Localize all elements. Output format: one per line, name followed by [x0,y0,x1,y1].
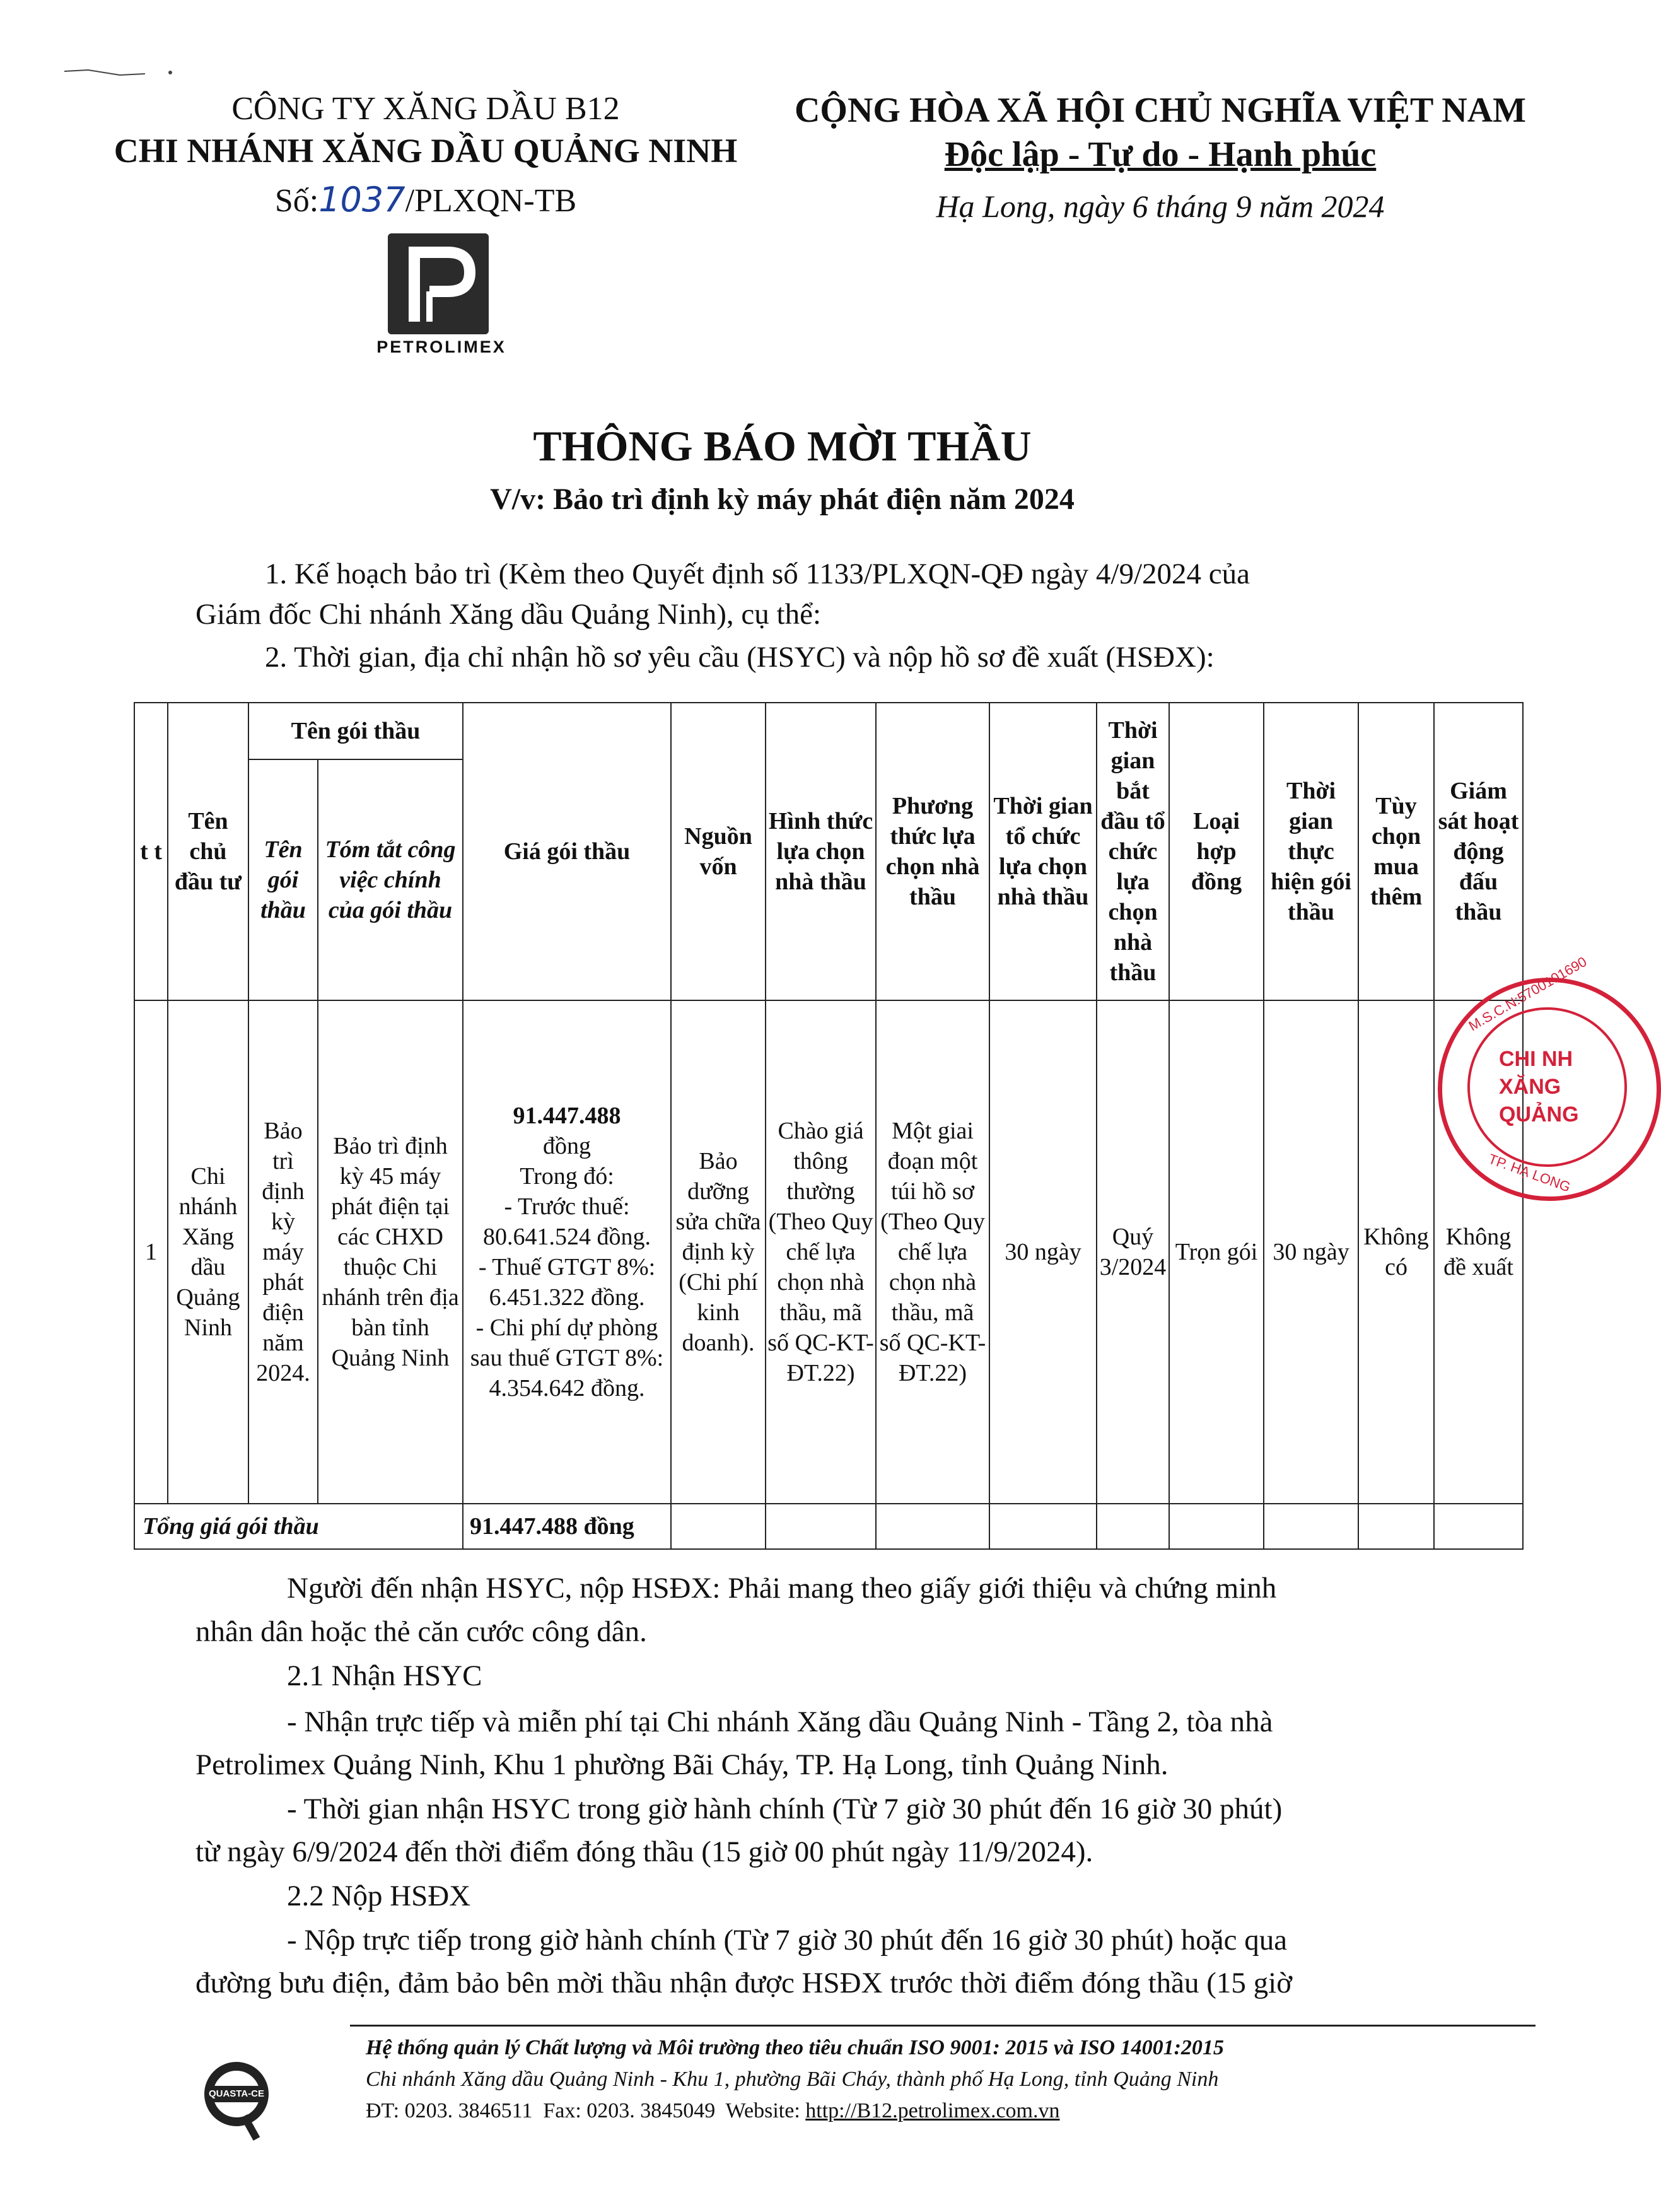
cell-package-name: Bảo trì định kỳ máy phát điện năm 2024. [248,1000,318,1504]
intro-p1-line1: 1. Kế hoạch bảo trì (Kèm theo Quyết định số 1133/PLXQN-QĐ ngày 4/9/2024 của [265,558,1250,590]
scan-mark [63,66,177,79]
cell-exec-time: 30 ngày [1264,1000,1358,1504]
cell-org-time: 30 ngày [989,1000,1097,1504]
intro-p1-line2: Giám đốc Chi nhánh Xăng dầu Quảng Ninh), cụ thể: [195,598,822,631]
footer-contact [366,2095,1539,2127]
company-name: CÔNG TY XĂNG DẦU B12 [231,91,620,127]
total-label: Tổng giá gói thầu [134,1504,463,1549]
header-funding: Nguồn vốn [671,703,766,1000]
header-price: Giá gói thầu [463,703,671,1000]
header-exec-time: Thời gian thực hiện gói thầu [1264,703,1358,1000]
header-right [788,88,1532,228]
doc-no-prefix: Số: [274,183,319,219]
price-total: 91.447.488 [513,1103,621,1129]
header-selection-method: Phương thức lựa chọn nhà thầu [876,703,989,1000]
branch-name: CHI NHÁNH XĂNG DẦU QUẢNG NINH [114,132,738,170]
document-title: THÔNG BÁO MỜI THẦU [533,422,1032,470]
bid-package-table [134,702,1524,1550]
cell-tt: 1 [134,1000,168,1504]
header-org-time: Thời gian tổ chức lựa chọn nhà thầu [989,703,1097,1000]
footer-website-link[interactable]: http://B12.petrolimex.com.vn [805,2099,1060,2122]
price-line: - Chi phí dự phòng sau thuế GTGT 8%: 4.354.642 đồng. [470,1314,664,1402]
cell-price [463,1000,671,1504]
cell-contract-type: Trọn gói [1169,1000,1264,1504]
company-stamp [1438,953,1661,1201]
header-owner: Tên chủ đầu tư [168,703,248,1000]
price-line: - Trước thuế: 80.641.524 đồng. [483,1193,651,1250]
cell-summary: Bảo trì định kỳ 45 máy phát điện tại các CHXD thuộc Chi nhánh trên địa bàn tỉnh Quảng Ninh [318,1000,463,1504]
price-line: - Thuế GTGT 8%: 6.451.322 đồng. [478,1254,656,1311]
total-row [134,1504,1523,1549]
body-line-7: - Nộp trực tiếp trong giờ hành chính (Từ 7 giờ 30 phút đến 16 giờ 30 phút) hoặc qua [287,1924,1288,1957]
document-subtitle: V/v: Bảo trì định kỳ máy phát điện năm 2024 [490,483,1075,516]
quasta-logo-icon [205,2053,268,2141]
table-row [134,1000,1523,1504]
doc-no-handwritten: 1037 [318,180,405,219]
header-contract-type: Loại hợp đồng [1169,703,1264,1000]
header-supervision: Giám sát hoạt động đấu thầu [1434,703,1523,1000]
section-2-1: 2.1 Nhận HSYC [287,1659,482,1692]
body-line-1: Người đến nhận HSYC, nộp HSĐX: Phải mang theo giấy giới thiệu và chứng minh [287,1572,1277,1605]
place-date: Hạ Long, ngày 6 tháng 9 năm 2024 [936,189,1385,224]
cell-supervision: Không đề xuất [1434,1000,1523,1504]
body-line-8: đường bưu điện, đảm bảo bên mời thầu nhận được HSĐX trước thời điểm đóng thầu (15 giờ [195,1967,1293,1999]
cell-option: Không có [1358,1000,1434,1504]
total-value: 91.447.488 đồng [463,1504,671,1549]
header-tt: t t [134,703,168,1000]
logo-text: PETROLIMEX [376,337,506,356]
footer-divider [350,2025,1536,2027]
petrolimex-logo-icon [388,233,489,334]
document-number [95,179,757,222]
stamp-top-text: M.S.C.N:5700101690 [1466,953,1590,1034]
cell-owner: Chi nhánh Xăng dầu Quảng Ninh [168,1000,248,1504]
intro-p2: 2. Thời gian, địa chỉ nhận hồ sơ yêu cầu (HSYC) và nộp hồ sơ đề xuất (HSĐX): [265,641,1215,674]
footer-address: Chi nhánh Xăng dầu Quảng Ninh - Khu 1, phường Bãi Cháy, thành phố Hạ Long, tỉnh Quảng Ninh [366,2068,1219,2091]
body-line-4: Petrolimex Quảng Ninh, Khu 1 phường Bãi Cháy, TP. Hạ Long, tỉnh Quảng Ninh. [195,1748,1169,1781]
header-package-group: Tên gói thầu [248,703,463,759]
section-2-2: 2.2 Nộp HSĐX [287,1880,471,1912]
body-line-5: - Thời gian nhận HSYC trong giờ hành chính (Từ 7 giờ 30 phút đến 16 giờ 30 phút) [287,1793,1283,1825]
header-package-name: Tên gói thầu [248,759,318,1000]
footer [366,2032,1539,2127]
doc-no-suffix: /PLXQN-TB [405,183,577,219]
header-left [95,88,757,222]
body-line-6: từ ngày 6/9/2024 đến thời điểm đóng thầu (15 giờ 00 phút ngày 11/9/2024). [195,1835,1093,1868]
header-option: Tùy chọn mua thêm [1358,703,1434,1000]
header-summary: Tóm tắt công việc chính của gói thầu [318,759,463,1000]
price-line: Trong đó: [520,1163,614,1190]
footer-iso: Hệ thống quản lý Chất lượng và Môi trường theo tiêu chuẩn ISO 9001: 2015 và ISO 14001:2015 [366,2036,1224,2059]
header-selection-form: Hình thức lựa chọn nhà thầu [766,703,876,1000]
national-motto: Độc lập - Tự do - Hạnh phúc [944,135,1377,174]
quasta-label: QUASTA-CE [208,2088,265,2099]
cell-selection-form: Chào giá thông thường (Theo Quy chế lựa chọn nhà thầu, mã số QC-KT-ĐT.22) [766,1000,876,1504]
price-line: đồng [543,1133,592,1159]
cell-start-time: Quý 3/2024 [1097,1000,1169,1504]
nation-title: CỘNG HÒA XÃ HỘI CHỦ NGHĨA VIỆT NAM [794,91,1527,130]
stamp-text: CHI NH XĂNG QUẢNG [1499,1047,1579,1126]
cell-funding: Bảo dưỡng sửa chữa định kỳ (Chi phí kinh doanh). [671,1000,766,1504]
cell-selection-method: Một giai đoạn một túi hồ sơ (Theo Quy chế lựa chọn nhà thầu, mã số QC-KT-ĐT.22) [876,1000,989,1504]
header-start-time: Thời gian bắt đầu tổ chức lựa chọn nhà thầu [1097,703,1169,1000]
footer-phone-fax: ĐT: 0203. 3846511 Fax: 0203. 3845049 Website: [366,2099,806,2122]
body-line-2: nhân dân hoặc thẻ căn cước công dân. [195,1615,647,1648]
stamp-bottom-text: TP. HẠ LONG [1486,1150,1573,1195]
body-line-3: - Nhận trực tiếp và miễn phí tại Chi nhánh Xăng dầu Quảng Ninh - Tầng 2, tòa nhà [287,1706,1273,1738]
